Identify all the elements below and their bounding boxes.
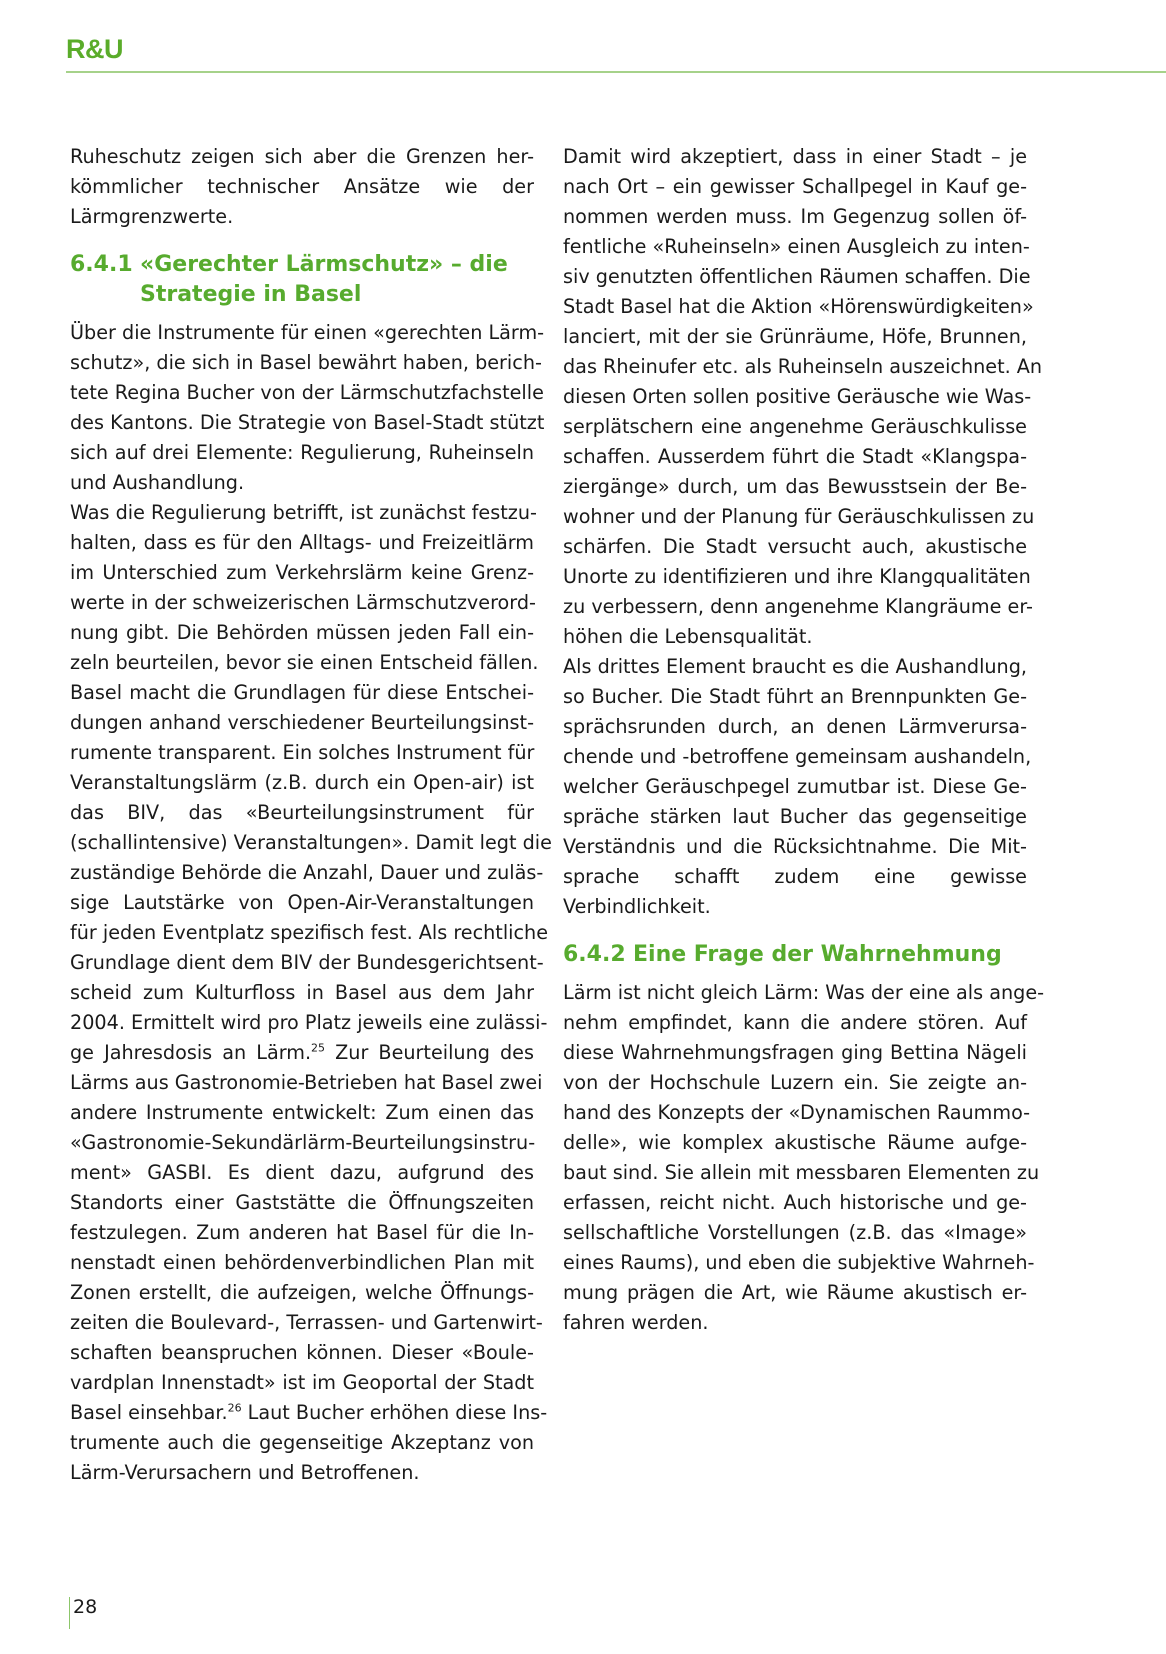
paragraph bbox=[70, 318, 545, 498]
text-line: Grundlage dient dem BIV der Bundesgerichtsent- bbox=[70, 951, 544, 974]
text-line: serplätschern eine angenehme Geräuschkulisse bbox=[563, 415, 1027, 438]
text-line: fentliche «Ruheinseln» einen Ausgleich zu inten- bbox=[563, 235, 1030, 258]
section-title: Eine Frage der Wahrnehmung bbox=[633, 942, 1002, 967]
text-line: mung prägen die Art, wie Räume akustisch er- bbox=[563, 1281, 1027, 1304]
text-line: nommen werden muss. Im Gegenzug sollen öf- bbox=[563, 205, 1027, 228]
text-line: Ruheschutz zeigen sich aber die Grenzen her- bbox=[70, 145, 534, 168]
text-line: sprächsrunden durch, an denen Lärmverursa- bbox=[563, 715, 1027, 738]
text-line: Zonen erstellt, die aufzeigen, welche Öffnungs- bbox=[70, 1281, 534, 1304]
text-line: dungen anhand verschiedener Beurteilungsinst- bbox=[70, 711, 534, 734]
footnote-ref-26[interactable]: 26 bbox=[227, 1401, 242, 1415]
text-line: (schallintensive) Veranstaltungen». Damit legt die bbox=[70, 831, 552, 854]
text-line: chende und -betroffene gemeinsam aushandeln, bbox=[563, 745, 1032, 768]
right-column bbox=[563, 142, 1045, 1338]
text-line: schaften beanspruchen können. Dieser «Boule- bbox=[70, 1341, 534, 1364]
text-line: zeln beurteilen, bevor sie einen Entscheid fällen. bbox=[70, 651, 539, 674]
text-line: 2004. Ermittelt wird pro Platz jeweils eine zulässi- bbox=[70, 1011, 548, 1034]
section-heading-6-4-1 bbox=[70, 250, 534, 310]
text-line: welcher Geräuschpegel zumutbar ist. Diese Ge- bbox=[563, 775, 1027, 798]
text-line: des Kantons. Die Strategie von Basel-Stadt stützt bbox=[70, 411, 545, 434]
text-line: Verbindlichkeit. bbox=[563, 895, 711, 918]
text-line: und Aushandlung. bbox=[70, 471, 245, 494]
text-line: Was die Regulierung betrifft, ist zunächst festzu- bbox=[70, 501, 537, 524]
text-line: hand des Konzepts der «Dynamischen Raummo- bbox=[563, 1101, 1031, 1124]
text-line: nehm empfindet, kann die andere stören. Auf bbox=[563, 1011, 1027, 1034]
paragraph bbox=[563, 978, 1045, 1338]
footnote-ref-25[interactable]: 25 bbox=[311, 1041, 326, 1055]
section-title-line: «Gerechter Lärmschutz» – die bbox=[140, 252, 508, 277]
text-line: diesen Orten sollen positive Geräusche wie Was- bbox=[563, 385, 1032, 408]
section-title-line: Strategie in Basel bbox=[140, 282, 362, 307]
text-line: siv genutzten öffentlichen Räumen schaffen. Die bbox=[563, 265, 1031, 288]
text-line: schutz», die sich in Basel bewährt haben, berich- bbox=[70, 351, 542, 374]
running-header-title: R&U bbox=[66, 34, 123, 64]
text-line: Damit wird akzeptiert, dass in einer Stadt – je bbox=[563, 145, 1027, 168]
header-divider bbox=[66, 71, 1166, 73]
text-line: das Rheinufer etc. als Ruheinseln auszeichnet. An bbox=[563, 355, 1043, 378]
text-line: «Gastronomie-Sekundärlärm-Beurteilungsinstru- bbox=[70, 1131, 536, 1154]
text-line: erfassen, reicht nicht. Auch historische und ge- bbox=[563, 1191, 1027, 1214]
section-heading-6-4-2 bbox=[563, 940, 1027, 970]
text-line: Über die Instrumente für einen «gerechten Lärm- bbox=[70, 321, 545, 344]
text-line: zuständige Behörde die Anzahl, Dauer und zuläs- bbox=[70, 861, 544, 884]
text-line: im Unterschied zum Verkehrslärm keine Grenz- bbox=[70, 561, 534, 584]
text-line: schaffen. Ausserdem führt die Stadt «Klangspa- bbox=[563, 445, 1027, 468]
text-line: baut sind. Sie allein mit messbaren Elementen zu bbox=[563, 1161, 1040, 1184]
text-line: sprache schafft zudem eine gewisse bbox=[563, 865, 1027, 888]
text-line: Stadt Basel hat die Aktion «Hörenswürdigkeiten» bbox=[563, 295, 1034, 318]
left-column bbox=[70, 142, 552, 1488]
text-line: vardplan Innenstadt» ist im Geoportal der Stadt bbox=[70, 1371, 534, 1394]
text-line: das BIV, das «Beurteilungsinstrument für bbox=[70, 801, 534, 824]
text-line: zeiten die Boulevard-, Terrassen- und Gartenwirt- bbox=[70, 1311, 543, 1334]
text-line: nenstadt einen behördenverbindlichen Plan mit bbox=[70, 1251, 534, 1274]
text-line: festzulegen. Zum anderen hat Basel für die In- bbox=[70, 1221, 534, 1244]
text-line: lanciert, mit der sie Grünräume, Höfe, Brunnen, bbox=[563, 325, 1027, 348]
text-line-with-footnote: ge Jahresdosis an Lärm.$^{25}$ Zur Beurteilung des bbox=[70, 1041, 534, 1064]
section-number: 6.4.1 bbox=[70, 252, 133, 277]
text-line: zu verbessern, denn angenehme Klangräume er- bbox=[563, 595, 1033, 618]
section-number: 6.4.2 bbox=[563, 942, 626, 967]
text-line: sige Lautstärke von Open-Air-Veranstaltungen bbox=[70, 891, 534, 914]
text-line: sich auf drei Elemente: Regulierung, Ruheinseln bbox=[70, 441, 534, 464]
paragraph bbox=[563, 652, 1032, 922]
text-line: Standorts einer Gaststätte die Öffnungszeiten bbox=[70, 1191, 534, 1214]
text-line: so Bucher. Die Stadt führt an Brennpunkten Ge- bbox=[563, 685, 1027, 708]
text-line: rumente transparent. Ein solches Instrument für bbox=[70, 741, 535, 764]
text-line: sellschaftliche Vorstellungen (z.B. das «Image» bbox=[563, 1221, 1027, 1244]
text-line: ziergänge» durch, um das Bewusstsein der Be- bbox=[563, 475, 1027, 498]
text-line: höhen die Lebensqualität. bbox=[563, 625, 813, 648]
text-line: werte in der schweizerischen Lärmschutzverord- bbox=[70, 591, 536, 614]
text-line: fahren werden. bbox=[563, 1311, 709, 1334]
text-line: nach Ort – ein gewisser Schallpegel in Kauf ge- bbox=[563, 175, 1027, 198]
text-line: für jeden Eventplatz spezifisch fest. Als rechtliche bbox=[70, 921, 549, 944]
text-line: Lärmgrenzwerte. bbox=[70, 205, 234, 228]
text-line: eines Raums), und eben die subjektive Wahrneh- bbox=[563, 1251, 1035, 1274]
page-number: 28 bbox=[73, 1596, 98, 1618]
text-line: Basel macht die Grundlagen für diese Entschei- bbox=[70, 681, 534, 704]
text-line-with-footnote: Basel einsehbar.$^{26}$ Laut Bucher erhöhen diese Ins- bbox=[70, 1401, 548, 1424]
text-line: Unorte zu identifizieren und ihre Klangqualitäten bbox=[563, 565, 1031, 588]
text-line: Lärm-Verursachern und Betroffenen. bbox=[70, 1461, 420, 1484]
text-line: nung gibt. Die Behörden müssen jeden Fall ein- bbox=[70, 621, 534, 644]
text-line: kömmlicher technischer Ansätze wie der bbox=[70, 175, 534, 198]
text-line: trumente auch die gegenseitige Akzeptanz von bbox=[70, 1431, 534, 1454]
text-line: schärfen. Die Stadt versucht auch, akustische bbox=[563, 535, 1027, 558]
paragraph bbox=[563, 142, 1043, 652]
text-line: spräche stärken laut Bucher das gegenseitige bbox=[563, 805, 1027, 828]
text-line: diese Wahrnehmungsfragen ging Bettina Nägeli bbox=[563, 1041, 1027, 1064]
text-line: Lärms aus Gastronomie-Betrieben hat Basel zwei bbox=[70, 1071, 543, 1094]
text-line: scheid zum Kulturfloss in Basel aus dem Jahr bbox=[70, 981, 534, 1004]
text-line: von der Hochschule Luzern ein. Sie zeigte an- bbox=[563, 1071, 1027, 1094]
text-line: tete Regina Bucher von der Lärmschutzfachstelle bbox=[70, 381, 544, 404]
text-line: Als drittes Element braucht es die Aushandlung, bbox=[563, 655, 1027, 678]
text-line: Veranstaltungslärm (z.B. durch ein Open-air) ist bbox=[70, 771, 534, 794]
text-line: ment» GASBI. Es dient dazu, aufgrund des bbox=[70, 1161, 534, 1184]
intro-paragraph bbox=[70, 142, 534, 232]
paragraph bbox=[70, 498, 552, 1488]
text-line: Verständnis und die Rücksichtnahme. Die Mit- bbox=[563, 835, 1027, 858]
text-line: halten, dass es für den Alltags- und Freizeitlärm bbox=[70, 531, 534, 554]
text-line: andere Instrumente entwickelt: Zum einen das bbox=[70, 1101, 534, 1124]
text-line: delle», wie komplex akustische Räume aufge- bbox=[563, 1131, 1027, 1154]
text-line: Lärm ist nicht gleich Lärm: Was der eine als ange- bbox=[563, 981, 1045, 1004]
page-number-marker bbox=[69, 1597, 70, 1629]
text-line: wohner und der Planung für Geräuschkulissen zu bbox=[563, 505, 1035, 528]
